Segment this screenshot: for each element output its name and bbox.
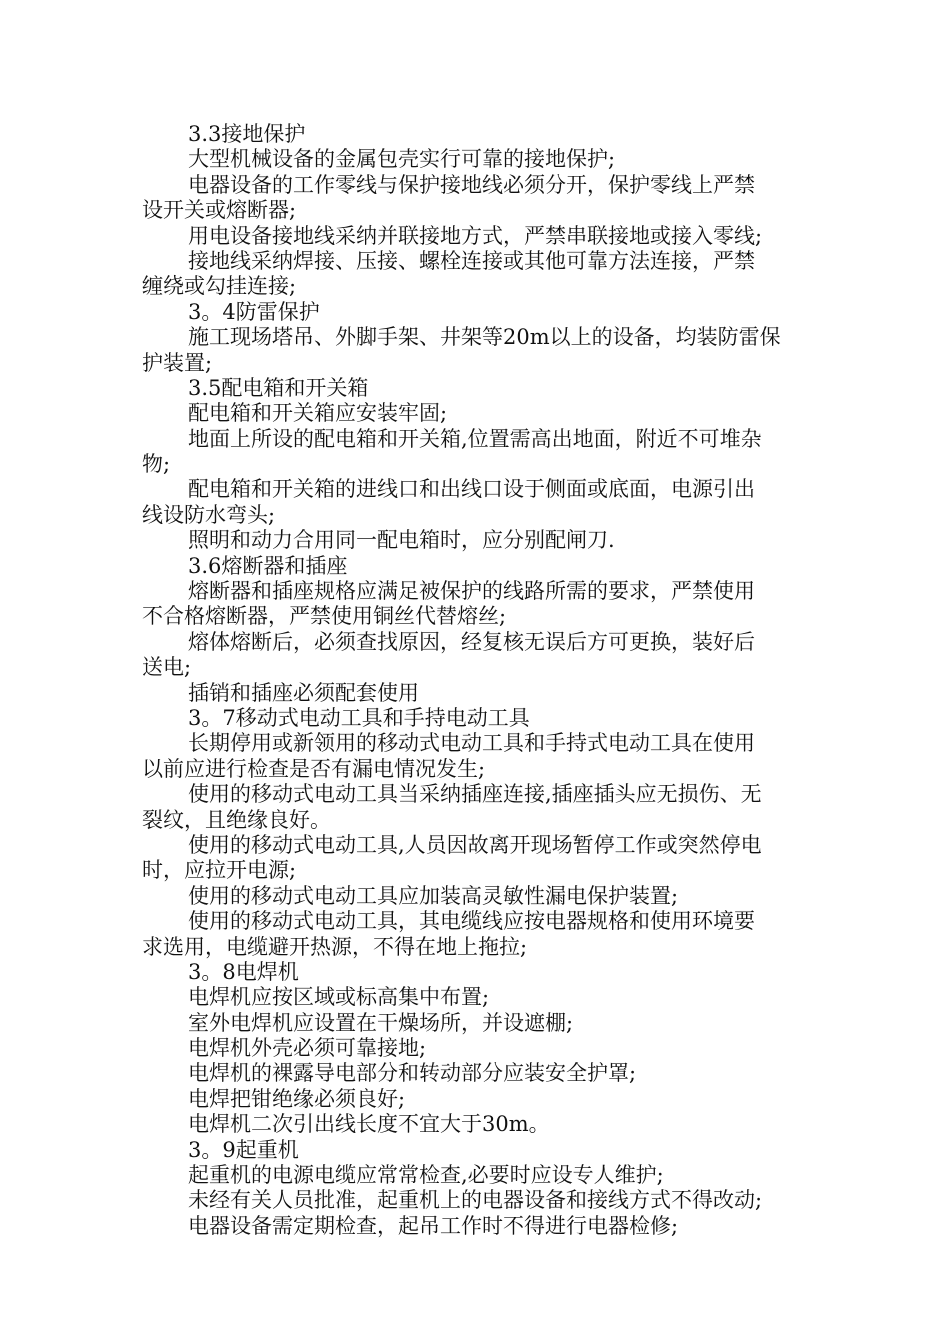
paragraph-line: 缠绕或勾挂连接; [142, 274, 297, 299]
paragraph-line: 电器设备需定期检查，起吊工作时不得进行电器检修; [188, 1213, 679, 1238]
paragraph-line: 使用的移动式电动工具,人员因故离开现场暂停工作或突然停电 [188, 832, 762, 857]
paragraph-line: 裂纹，且绝缘良好。 [142, 807, 331, 832]
paragraph-line: 不合格熔断器，严禁使用铜丝代替熔丝; [142, 604, 507, 629]
paragraph-line: 以前应进行检查是否有漏电情况发生; [142, 756, 486, 781]
paragraph-line: 线设防水弯头; [142, 502, 276, 527]
paragraph-line: 电器设备的工作零线与保护接地线必须分开，保护零线上严禁 [188, 172, 755, 197]
paragraph-line: 使用的移动式电动工具当采纳插座连接,插座插头应无损伤、无 [188, 782, 762, 807]
section-heading: 3。8电焊机 [188, 959, 299, 984]
paragraph-line: 熔体熔断后，必须查找原因，经复核无误后方可更换，装好后 [188, 629, 755, 654]
paragraph-line: 未经有关人员批准，起重机上的电器设备和接线方式不得改动; [188, 1188, 763, 1213]
paragraph-line: 接地线采纳焊接、压接、螺栓连接或其他可靠方法连接，严禁 [188, 248, 755, 273]
paragraph-line: 照明和动力合用同一配电箱时，应分别配闸刀. [188, 528, 615, 553]
paragraph-line: 电焊机外壳必须可靠接地; [188, 1036, 427, 1061]
paragraph-line: 使用的移动式电动工具应加装高灵敏性漏电保护装置; [188, 883, 679, 908]
paragraph-line: 物; [142, 452, 171, 477]
paragraph-line: 长期停用或新领用的移动式电动工具和手持式电动工具在使用 [188, 731, 755, 756]
section-heading: 3.6熔断器和插座 [188, 553, 348, 578]
paragraph-line: 熔断器和插座规格应满足被保护的线路所需的要求，严禁使用 [188, 579, 755, 604]
paragraph-line: 配电箱和开关箱的进线口和出线口设于侧面或底面，电源引出 [188, 477, 755, 502]
section-heading: 3.3接地保护 [188, 122, 306, 146]
paragraph-line: 施工现场塔吊、外脚手架、井架等20m以上的设备，均装防雷保 [188, 325, 781, 350]
paragraph-line: 电焊机二次引出线长度不宜大于30m。 [188, 1112, 550, 1137]
paragraph-line: 地面上所设的配电箱和开关箱,位置需高出地面，附近不可堆杂 [188, 426, 762, 451]
paragraph-line: 设开关或熔断器; [142, 198, 297, 223]
paragraph-line: 大型机械设备的金属包壳实行可靠的接地保护; [188, 147, 616, 172]
paragraph-line: 用电设备接地线采纳并联接地方式，严禁串联接地或接入零线; [188, 223, 763, 248]
paragraph-line: 起重机的电源电缆应常常检查,必要时应设专人维护; [188, 1163, 664, 1188]
paragraph-line: 送电; [142, 655, 192, 680]
document-body [142, 122, 810, 1239]
section-heading: 3.5配电箱和开关箱 [188, 375, 369, 400]
paragraph-line: 时，应拉开电源; [142, 858, 297, 883]
paragraph-line: 护装置; [142, 350, 213, 375]
paragraph-line: 求选用，电缆避开热源，不得在地上拖拉; [142, 934, 528, 959]
section-heading: 3。4防雷保护 [188, 299, 320, 324]
section-heading: 3。7移动式电动工具和手持电动工具 [188, 705, 530, 730]
paragraph-line: 配电箱和开关箱应安装牢固; [188, 401, 448, 426]
paragraph-line: 电焊机的裸露导电部分和转动部分应装安全护罩; [188, 1061, 637, 1086]
paragraph-line: 电焊机应按区域或标高集中布置; [188, 985, 490, 1010]
paragraph-line: 电焊把钳绝缘必须良好; [188, 1086, 406, 1111]
section-heading: 3。9起重机 [188, 1137, 299, 1162]
paragraph-line: 插销和插座必须配套使用 [188, 680, 419, 705]
paragraph-line: 室外电焊机应设置在干燥场所，并设遮棚; [188, 1010, 574, 1035]
paragraph-line: 使用的移动式电动工具，其电缆线应按电器规格和使用环境要 [188, 909, 755, 934]
